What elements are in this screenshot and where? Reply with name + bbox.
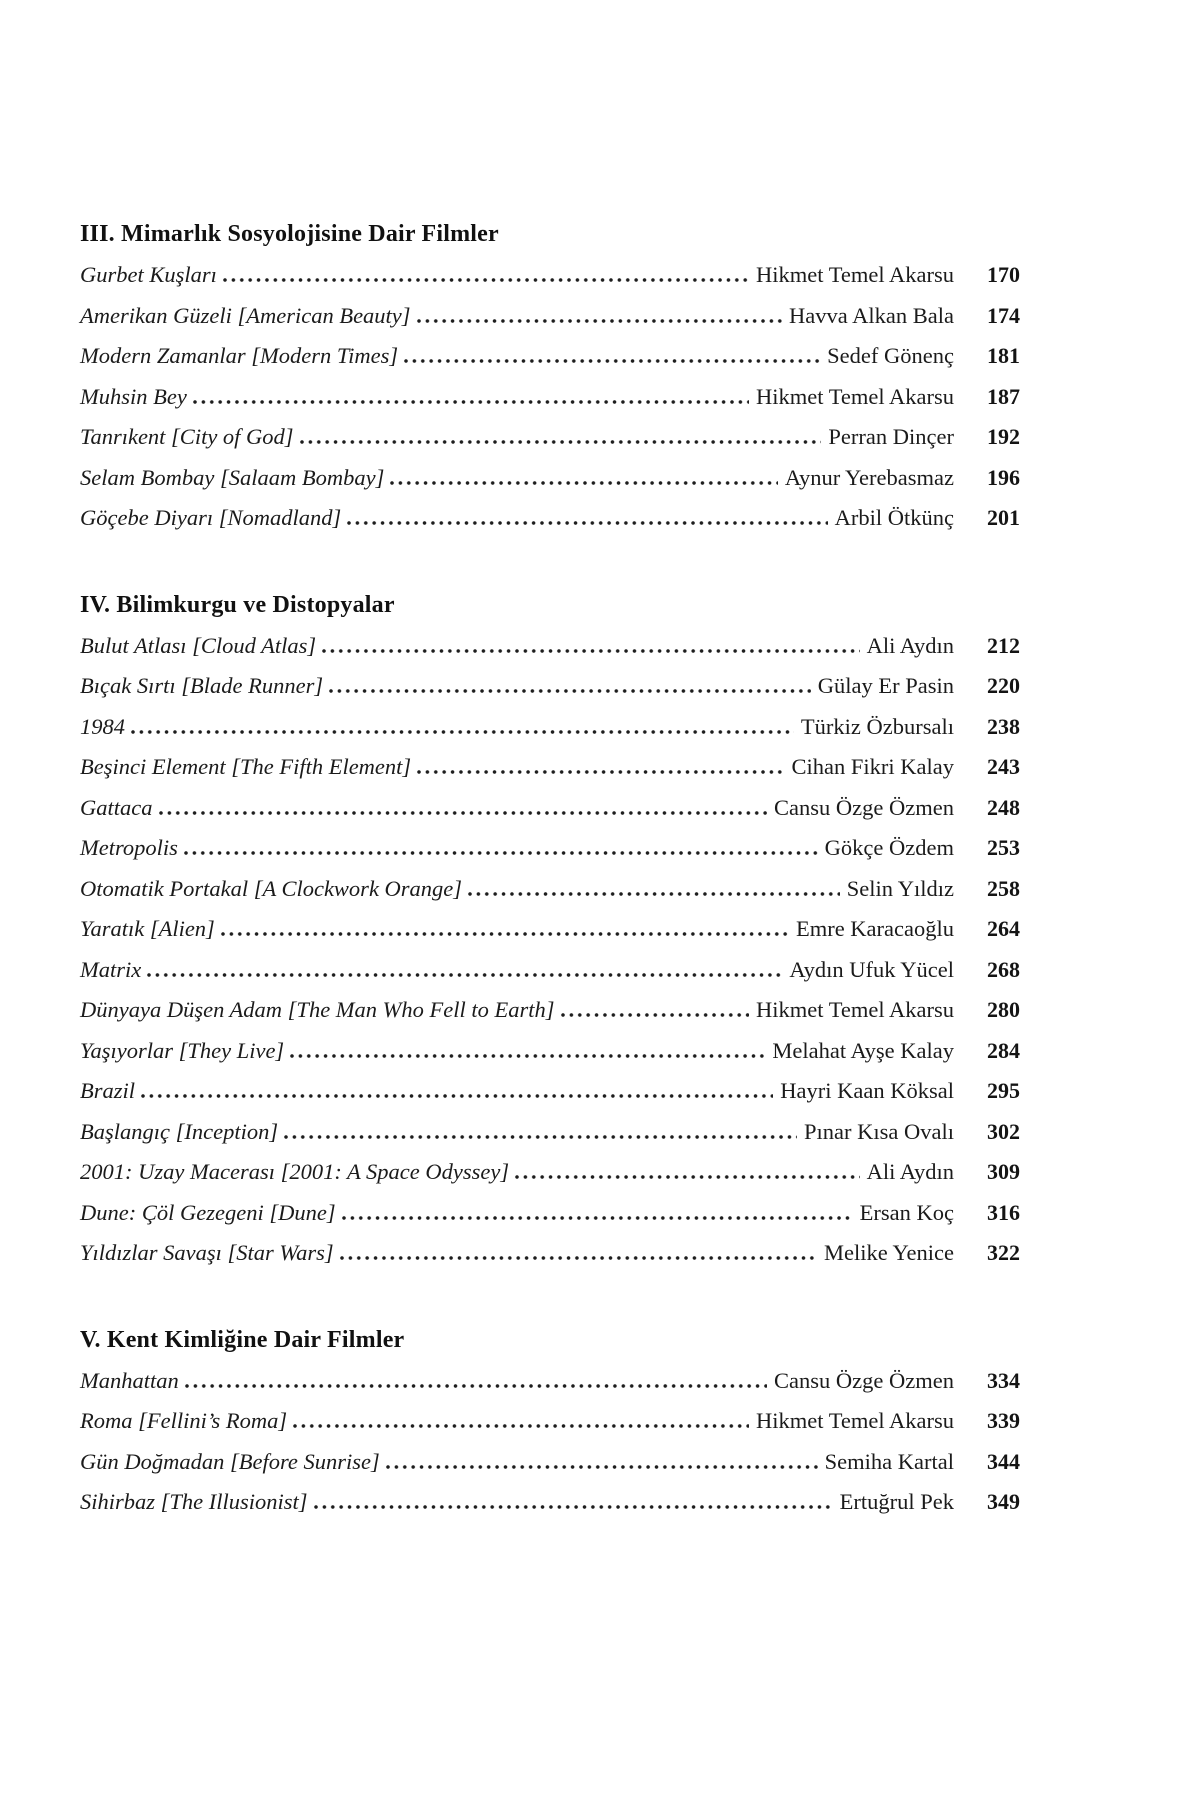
section-heading: V. Kent Kimliğine Dair Filmler <box>80 1326 405 1353</box>
entry-author: Aynur Yerebasmaz <box>784 464 954 490</box>
section-heading: IV. Bilimkurgu ve Distopyalar <box>80 591 395 618</box>
entry-title: Brazil <box>80 1078 136 1103</box>
toc-entry <box>80 1071 1020 1112</box>
entry-page-number: 264 <box>987 916 1020 941</box>
toc-entry <box>80 458 1020 499</box>
entry-title: Göçebe Diyarı [Nomadland] <box>80 505 342 530</box>
entry-page-number: 316 <box>987 1199 1020 1225</box>
toc-entry <box>80 828 1020 869</box>
entry-page-number: 174 <box>987 302 1020 328</box>
toc-entry <box>80 869 1020 910</box>
toc-entry <box>80 666 1020 707</box>
toc-entry <box>80 1482 1020 1523</box>
entry-title: Manhattan <box>80 1367 179 1393</box>
toc-entry <box>80 788 1020 829</box>
entry-page-number: 322 <box>987 1240 1020 1265</box>
entry-author: Cansu Özge Özmen <box>774 1367 954 1393</box>
entry-page-number: 238 <box>987 713 1020 739</box>
entry-title: Başlangıç [Inception] <box>80 1118 279 1144</box>
entry-author: Gökçe Özdem <box>824 835 954 860</box>
entry-author: Hikmet Temel Akarsu <box>756 997 954 1022</box>
entry-author: Ali Aydın <box>866 1159 954 1184</box>
entry-title: Dünyaya Düşen Adam [The Man Who Fell to Earth] <box>80 997 555 1022</box>
entry-title: 2001: Uzay Macerası [2001: A Space Odyssey] <box>80 1159 510 1184</box>
entry-author: Melike Yenice <box>824 1240 954 1265</box>
entry-page-number: 349 <box>987 1489 1020 1514</box>
entry-title: Amerikan Güzeli [American Beauty] <box>80 302 411 328</box>
entry-title: Beşinci Element [The Fifth Element] <box>80 754 412 779</box>
entry-author: Semiha Kartal <box>824 1448 954 1474</box>
entry-title: Roma [Fellini’s Roma] <box>80 1408 288 1433</box>
entry-page-number: 302 <box>987 1118 1020 1144</box>
entry-page-number: 284 <box>987 1037 1020 1063</box>
toc-entry <box>80 377 1020 418</box>
entry-title: Modern Zamanlar [Modern Times] <box>80 343 399 368</box>
toc-entry <box>80 1031 1020 1072</box>
entry-author: Ertuğrul Pek <box>839 1489 954 1514</box>
toc-section <box>80 214 1020 539</box>
entry-author: Perran Dinçer <box>828 424 954 449</box>
entry-author: Pınar Kısa Ovalı <box>804 1118 954 1144</box>
entry-title: Dune: Çöl Gezegeni [Dune] <box>80 1199 336 1225</box>
entry-page-number: 280 <box>987 997 1020 1022</box>
section-entries <box>80 1361 1020 1523</box>
toc-entry <box>80 255 1020 296</box>
entry-author: Ali Aydın <box>866 632 954 658</box>
entry-title: Bıçak Sırtı [Blade Runner] <box>80 673 324 698</box>
entry-page-number: 192 <box>987 424 1020 449</box>
toc-entry <box>80 950 1020 991</box>
toc-entry <box>80 707 1020 748</box>
entry-page-number: 187 <box>987 383 1020 409</box>
entry-page-number: 170 <box>987 262 1020 287</box>
entry-author: Emre Karacaoğlu <box>795 916 954 941</box>
entry-page-number: 253 <box>987 835 1020 860</box>
entry-author: Hikmet Temel Akarsu <box>756 262 954 287</box>
section-entries <box>80 626 1020 1274</box>
toc-entry <box>80 1233 1020 1274</box>
toc-entry <box>80 1361 1020 1402</box>
entry-page-number: 339 <box>987 1408 1020 1433</box>
toc-entry <box>80 1152 1020 1193</box>
toc-entry <box>80 909 1020 950</box>
entry-page-number: 248 <box>987 794 1020 820</box>
entry-title: Otomatik Portakal [A Clockwork Orange] <box>80 875 463 901</box>
entry-page-number: 334 <box>987 1367 1020 1393</box>
entry-page-number: 344 <box>987 1448 1020 1474</box>
entry-page-number: 201 <box>987 505 1020 530</box>
toc-entry <box>80 498 1020 539</box>
entry-title: Sihirbaz [The Illusionist] <box>80 1489 308 1514</box>
entry-title: Gattaca <box>80 794 153 820</box>
entry-author: Melahat Ayşe Kalay <box>772 1037 954 1063</box>
toc-entry <box>80 296 1020 337</box>
entry-title: Yaşıyorlar [They Live] <box>80 1037 285 1063</box>
entry-title: Tanrıkent [City of God] <box>80 424 294 449</box>
entry-author: Cihan Fikri Kalay <box>791 754 954 779</box>
entry-author: Havva Alkan Bala <box>789 302 954 328</box>
entry-title: Yıldızlar Savaşı [Star Wars] <box>80 1240 334 1265</box>
entry-author: Hayri Kaan Köksal <box>780 1078 954 1103</box>
toc-entry <box>80 1442 1020 1483</box>
entry-page-number: 268 <box>987 956 1020 982</box>
entry-author: Ersan Koç <box>859 1199 954 1225</box>
toc-entry <box>80 417 1020 458</box>
entry-title: Gurbet Kuşları <box>80 262 217 287</box>
entry-title: Matrix <box>80 956 142 982</box>
toc <box>80 214 1020 1523</box>
entry-author: Cansu Özge Özmen <box>774 794 954 820</box>
entry-author: Gülay Er Pasin <box>817 673 954 698</box>
entry-page-number: 196 <box>987 464 1020 490</box>
toc-entry <box>80 1112 1020 1153</box>
entry-title: Metropolis <box>80 835 178 860</box>
entry-title: Bulut Atlası [Cloud Atlas] <box>80 632 317 658</box>
entry-author: Sedef Gönenç <box>827 343 954 368</box>
entry-title: 1984 <box>80 713 125 739</box>
entry-author: Hikmet Temel Akarsu <box>756 1408 954 1433</box>
toc-entry <box>80 1401 1020 1442</box>
section-heading: III. Mimarlık Sosyolojisine Dair Filmler <box>80 221 499 247</box>
toc-section <box>80 585 1020 1274</box>
entry-author: Selin Yıldız <box>846 875 954 901</box>
entry-author: Arbil Ötkünç <box>834 505 954 530</box>
entry-author: Türkiz Özbursalı <box>800 713 954 739</box>
entry-title: Gün Doğmadan [Before Sunrise] <box>80 1448 380 1474</box>
entry-author: Hikmet Temel Akarsu <box>756 383 954 409</box>
entry-page-number: 212 <box>987 632 1020 658</box>
entry-title: Selam Bombay [Salaam Bombay] <box>80 464 385 490</box>
entry-page-number: 295 <box>987 1078 1020 1103</box>
toc-section <box>80 1320 1020 1523</box>
entry-title: Yaratık [Alien] <box>80 916 215 941</box>
entry-page-number: 309 <box>987 1159 1020 1184</box>
entry-page-number: 243 <box>987 754 1020 779</box>
toc-entry <box>80 990 1020 1031</box>
entry-page-number: 181 <box>987 343 1020 368</box>
toc-entry <box>80 626 1020 667</box>
entry-page-number: 258 <box>987 875 1020 901</box>
toc-entry <box>80 336 1020 377</box>
entry-page-number: 220 <box>987 673 1020 698</box>
toc-entry <box>80 1193 1020 1234</box>
toc-entry <box>80 747 1020 788</box>
entry-author: Aydın Ufuk Yücel <box>789 956 954 982</box>
entry-title: Muhsin Bey <box>80 383 187 409</box>
section-entries <box>80 255 1020 539</box>
